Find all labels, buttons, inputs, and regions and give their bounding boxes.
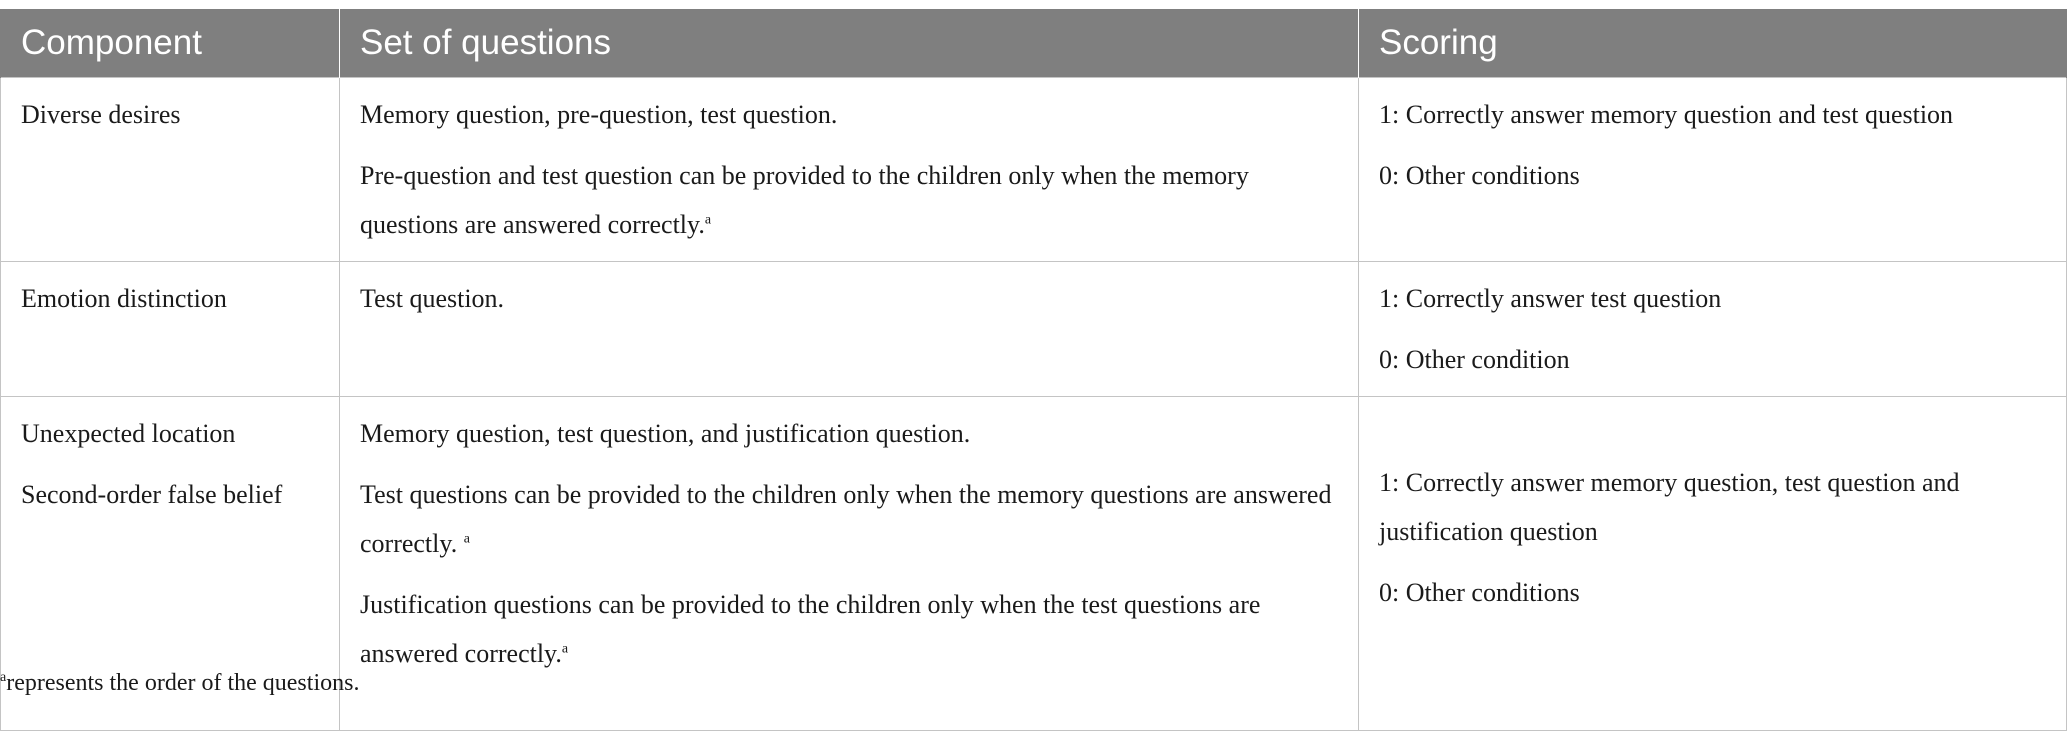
questions-cell	[340, 262, 1359, 397]
component-name: Emotion distinction	[21, 284, 227, 313]
table-body	[1, 78, 2067, 731]
questions-cell	[340, 397, 1359, 731]
scoring-cell	[1359, 78, 2067, 262]
question-text: Test question.	[360, 284, 505, 313]
question-text: Pre-question and test question can be provided to the children only when the memory questions are answered correctly.$^a$	[360, 161, 1249, 239]
footnote-marker: a	[561, 641, 569, 657]
header-set-of-questions: Set of questions	[340, 9, 1359, 78]
scoring-text: 1: Correctly answer test question	[1379, 284, 1722, 313]
table-footnote	[0, 670, 359, 697]
footnote-marker: a	[704, 212, 712, 228]
scoring-cell	[1359, 262, 2067, 397]
question-scoring-table	[0, 9, 2067, 731]
component-name: Unexpected location	[21, 419, 236, 448]
component-name: Second-order false belief	[21, 480, 283, 509]
table-row	[1, 78, 2067, 262]
footnote-marker: a	[0, 670, 7, 685]
table-header	[1, 9, 2067, 78]
component-cell	[1, 262, 340, 397]
data-table-container	[0, 9, 2066, 731]
component-cell	[1, 78, 340, 262]
questions-cell	[340, 78, 1359, 262]
scoring-text: 0: Other conditions	[1379, 578, 1580, 607]
table-row	[1, 262, 2067, 397]
header-row	[1, 9, 2067, 78]
scoring-text: 1: Correctly answer memory question and test question	[1379, 100, 1954, 129]
header-scoring: Scoring	[1359, 9, 2067, 78]
scoring-text: 0: Other conditions	[1379, 161, 1580, 190]
footnote-text: represents the order of the questions.	[6, 670, 360, 696]
header-component: Component	[1, 9, 340, 78]
scoring-text: 0: Other condition	[1379, 345, 1570, 374]
question-text: Memory question, pre-question, test question.	[360, 100, 838, 129]
footnote-marker: a	[463, 531, 470, 547]
question-text: Memory question, test question, and justification question.	[360, 419, 971, 448]
scoring-cell	[1359, 397, 2067, 731]
scoring-text: 1: Correctly answer memory question, test question and justification question	[1379, 468, 1960, 546]
question-text: Justification questions can be provided to the children only when the test questions are answered correctly.$^a$	[360, 590, 1261, 668]
component-name: Diverse desires	[21, 100, 181, 129]
question-text: Test questions can be provided to the children only when the memory questions are answered correctly. $^a$	[360, 480, 1332, 558]
